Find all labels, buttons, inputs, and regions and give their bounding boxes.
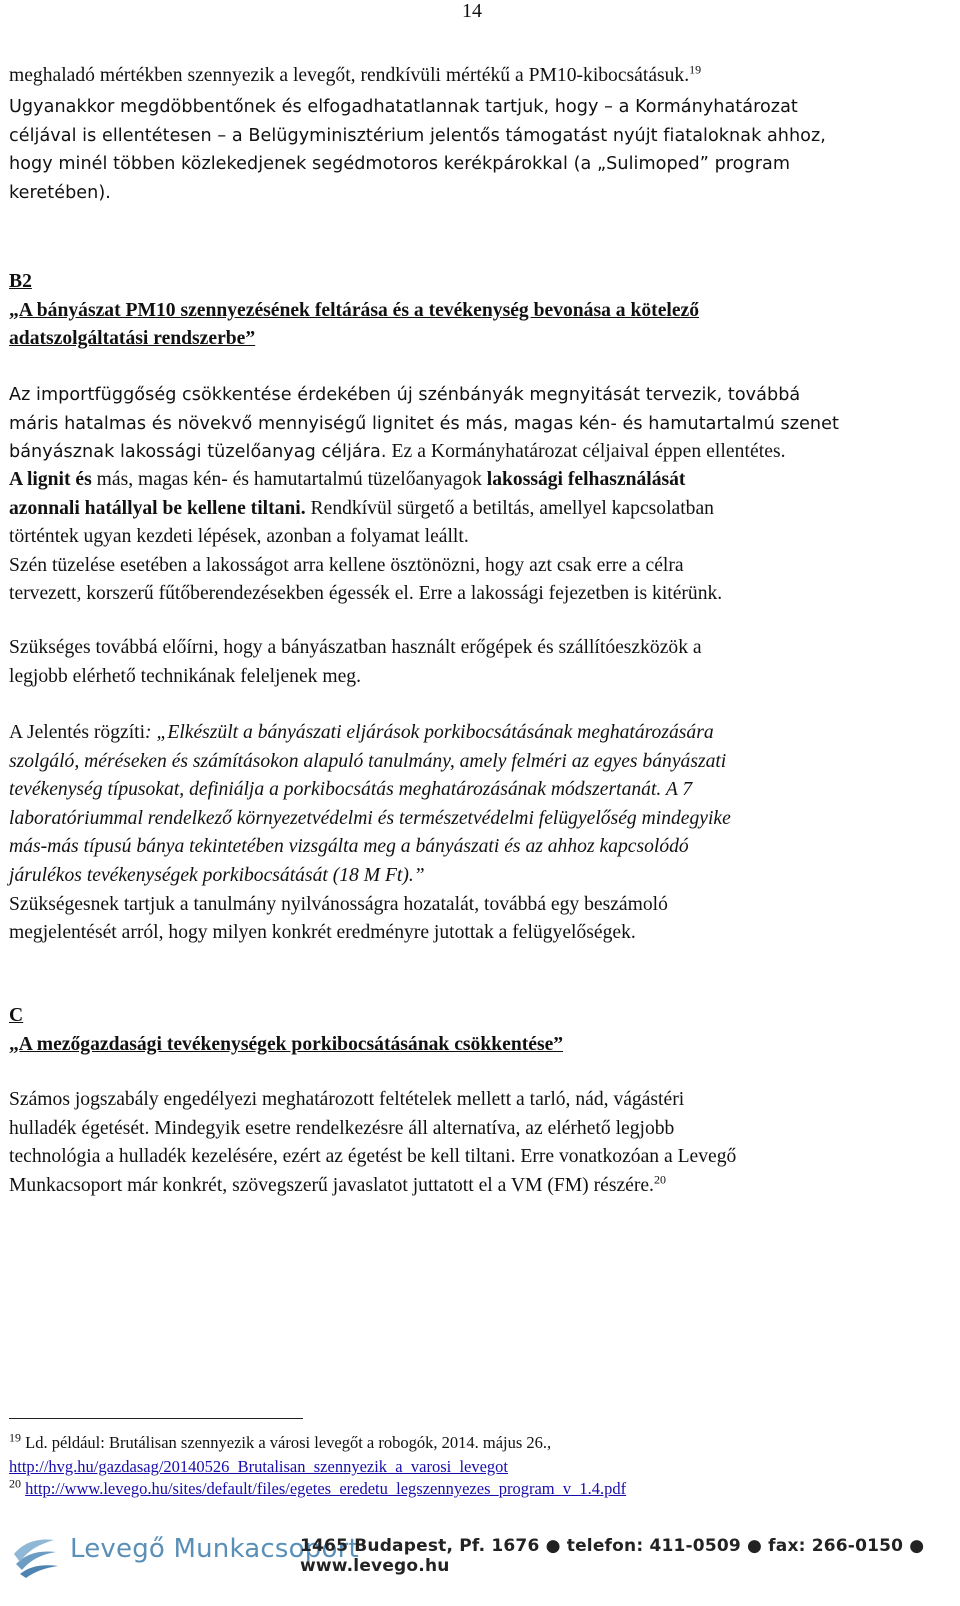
section-title: „A bányászat PM10 szennyezésének feltárása és a tevékenység bevonása a kötelező — [9, 299, 700, 321]
section-title: adatszolgáltatási rendszerbe” — [9, 328, 256, 350]
b2-paragraph-5 — [9, 719, 949, 948]
text-span: más, magas kén- és hamutartalmú tüzelőanyagok — [91, 469, 487, 490]
levego-logo-icon — [8, 1524, 64, 1585]
text-span: Munkacsoport már konkrét, szövegszerű javaslatot juttatott el a VM (FM) részére. — [9, 1174, 654, 1196]
text-line: megjelentését arról, hogy milyen konkrét eredményre jutottak a felügyelőségek. — [9, 922, 636, 944]
b2-paragraph-4 — [9, 634, 949, 691]
footnote-divider — [9, 1418, 303, 1419]
text-line: laboratóriummal rendelkező környezetvédelmi és természetvédelmi felügyelőség mindegyike — [9, 807, 731, 829]
page-footer — [0, 1508, 960, 1606]
text-span: meghaladó mértékben szennyezik a levegőt, rendkívüli mértékű a PM10-kibocsátásuk. — [9, 65, 690, 86]
footnote-19-link[interactable]: http://hvg.hu/gazdasag/20140526_Brutalisan_szennyezik_a_varosi_levegot — [9, 1457, 509, 1476]
intro-paragraph-sans — [9, 93, 949, 207]
section-label: B2 — [9, 271, 32, 292]
text-line: Szükségesnek tartjuk a tanulmány nyilvánosságra hozatalát, továbbá egy beszámoló — [9, 893, 668, 915]
footnote-20-link[interactable]: http://www.levego.hu/sites/default/files/egetes_eredetu_legszennyezes_program_v_1.4.pdf — [25, 1479, 627, 1498]
footnote-ref[interactable]: 20 — [653, 1172, 666, 1187]
footnote-20 — [9, 1478, 626, 1500]
text-span: : — [145, 722, 157, 743]
text-line: máris hatalmas és növekvő mennyiségű lignitet és más, magas kén- és hamutartalmú szenet — [9, 413, 839, 434]
text-line: keretében). — [9, 182, 111, 203]
section-title: „A mezőgazdasági tevékenységek porkibocsátásának csökkentése” — [9, 1033, 564, 1055]
text-span: Rendkívül sürgető a betiltás, amellyel kapcsolatban — [305, 497, 714, 519]
text-line — [9, 719, 949, 748]
text-line: legjobb elérhető technikának feleljenek meg. — [9, 665, 361, 687]
text-line: szolgáló, méréseken és számításokon alapuló tanulmány, amely felméri az egyes bányászati — [9, 750, 727, 772]
contact-address: 1465 Budapest, Pf. 1676 ● telefon: 411-0509 ● fax: 266-0150 ● www.levego.hu — [300, 1536, 925, 1576]
text-line — [9, 466, 949, 495]
text-span: A Jelentés rögzíti — [9, 722, 146, 743]
text-line: hogy minél többen közlekedjenek segédmotoros kerékpárokkal (a „Sulimoped” program — [9, 154, 791, 175]
text-line — [9, 1172, 949, 1201]
text-line: tevékenység típusokat, definiálja a porkibocsátás meghatározásának módszertanát. A 7 — [9, 779, 693, 801]
text-line: más-más típusú bánya tekintetében vizsgálta meg a bányászati és az ahhoz kapcsolódó — [9, 836, 689, 858]
text-line: járulékos tevékenységek porkibocsátását (18 M Ft).” — [9, 864, 425, 886]
text-line: céljával is ellentétesen – a Belügyminisztérium jelentős támogatást nyújt fiataloknak ahhoz, — [9, 125, 826, 146]
c-paragraph-1 — [9, 1086, 949, 1200]
text-line — [9, 495, 949, 524]
section-c-header — [9, 1002, 949, 1059]
italic-span: „Elkészült a bányászati eljárások porkibocsátásának meghatározására — [156, 722, 714, 743]
page-number: 14 — [462, 0, 482, 22]
b2-paragraph-2 — [9, 466, 949, 609]
text-line — [9, 62, 949, 91]
section-label: C — [9, 1005, 24, 1026]
text-line: Szén tüzelése esetében a lakosságot arra kellene ösztönözni, hogy azt csak erre a célra — [9, 554, 684, 576]
footnote-19 — [9, 1432, 551, 1454]
text-line: Számos jogszabály engedélyezi meghatározott feltételek mellett a tarló, nád, vágástéri — [9, 1089, 685, 1110]
bold-span: azonnali hatállyal be kellene tiltani. — [9, 497, 306, 519]
text-line: Ugyanakkor megdöbbentőnek és elfogadhatatlannak tartjuk, hogy – a Kormányhatározat — [9, 97, 798, 117]
footnote-text: Ld. például: Brutálisan szennyezik a városi levegőt a robogók, 2014. május 26., — [21, 1433, 552, 1452]
footnote-ref[interactable]: 19 — [689, 62, 702, 77]
bold-span: A lignit és — [9, 469, 92, 490]
text-line: Szükséges továbbá előírni, hogy a bányászatban használt erőgépek és szállítóeszközök a — [9, 637, 702, 658]
text-line: történtek ugyan kezdeti lépések, azonban a folyamat leállt. — [9, 526, 469, 548]
b2-paragraph-1 — [9, 381, 949, 467]
text-span: Ez a Kormányhatározat céljaival éppen ellentétes. — [386, 441, 786, 463]
bold-span: lakossági felhasználását — [486, 469, 686, 490]
footnote-number: 20 — [9, 1476, 21, 1491]
text-line: Az importfüggőség csökkentése érdekében új szénbányák megnyitását tervezik, továbbá — [9, 385, 801, 405]
text-line: hulladék égetését. Mindegyik esetre rendelkezésre áll alternatíva, az elérhető legjobb — [9, 1117, 675, 1139]
footnote-19-link-line — [9, 1456, 508, 1478]
intro-paragraph — [9, 62, 949, 91]
text-span: bányásznak lakossági tüzelőanyag céljára. — [9, 442, 387, 463]
org-name: Levegő Munkacsoport — [70, 1534, 359, 1564]
section-b2-header — [9, 268, 949, 354]
text-line: tervezett, korszerű fűtőberendezésekben égessék el. Erre a lakossági fejezetben is kitérünk. — [9, 583, 723, 605]
text-line: technológia a hulladék kezelésére, ezért az égetést be kell tiltani. Erre vonatkozóan a Levegő — [9, 1146, 737, 1168]
footnote-number: 19 — [9, 1430, 21, 1445]
text-line — [9, 438, 949, 467]
